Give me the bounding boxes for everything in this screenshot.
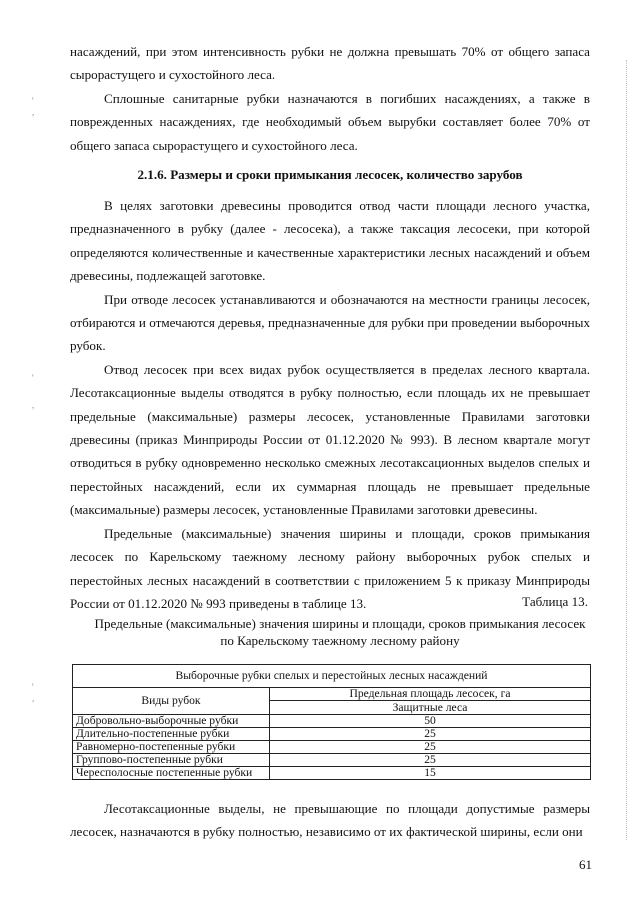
table-row — [73, 754, 591, 767]
paragraph: Лесотаксационные выделы, не превышающие по площади допустимые размеры лесосек, назначаются в рубку полностью, независимо от их фактической ширины, если они — [70, 801, 590, 840]
main-text-block — [70, 194, 590, 615]
row-type-cell: Группово-постепенные рубки — [73, 754, 270, 767]
paragraph: При отводе лесосек устанавливаются и обозначаются на местности границы лесосек, отбираются и отмечаются деревья, предназначенные для рубки при проведении выборочных рубок. — [70, 291, 590, 354]
paragraph: В целях заготовки древесины проводится отвод части площади лесного участка, предназначенного в рубку (далее - лесосека), а также таксация лесосеки, при которой определяются количественные и качественные характеристики лесных насаждений и объем древесины, подлежащей заготовке. — [70, 198, 590, 284]
paragraph: Сплошные санитарные рубки назначаются в погибших насаждениях, а также в поврежденных насаждениях, где необходимый объем вырубки составляет более 70% от общего запаса сырорастущего и сухостойного леса. — [70, 90, 590, 153]
row-value-cell: 50 — [270, 715, 591, 728]
row-value-cell: 15 — [270, 767, 591, 780]
section-heading: 2.1.6. Размеры и сроки примыкания лесосек, количество зарубов — [137, 167, 523, 182]
margin-tick-mark: ' — [32, 682, 34, 692]
row-type-cell: Длительно-постепенные рубки — [73, 728, 270, 741]
column-header-area: Предельная площадь лесосек, га — [270, 688, 591, 701]
table-group-header: Выборочные рубки спелых и перестойных лесных насаждений — [73, 665, 591, 688]
row-value-cell: 25 — [270, 754, 591, 767]
page-number: 61 — [579, 857, 592, 872]
margin-tick-mark: ' — [32, 373, 34, 383]
paragraph: Предельные (максимальные) значения ширины и площади, сроков примыкания лесосек по Карельскому таежному лесному району выборочных рубок спелых и перестойных лесных насаждений в соответствии с приложением 5 к приказу Минприроды России от 01.12.2020 № 993 приведены в таблице 13. — [70, 525, 590, 611]
margin-tick-mark: , — [32, 693, 35, 703]
margin-tick-mark: , — [32, 107, 35, 117]
margin-tick-mark: , — [32, 400, 35, 410]
table-label: Таблица 13. — [522, 594, 588, 609]
cutting-limits-table — [72, 664, 591, 780]
margin-tick-mark: ' — [32, 96, 34, 106]
table-row — [73, 741, 591, 754]
scan-edge-line — [626, 60, 627, 840]
table-caption-line: по Карельскому таежному лесному району — [220, 633, 460, 648]
table-row — [73, 728, 591, 741]
bottom-text-block — [70, 797, 590, 844]
column-header-forest: Защитные леса — [270, 701, 591, 715]
top-text-block — [70, 40, 590, 157]
column-header-type: Виды рубок — [73, 688, 270, 715]
table-caption-line: Предельные (максимальные) значения ширины и площади, сроков примыкания лесосек — [94, 616, 586, 631]
table-row — [73, 715, 591, 728]
table-row — [73, 767, 591, 780]
row-type-cell: Равномерно-постепенные рубки — [73, 741, 270, 754]
row-value-cell: 25 — [270, 728, 591, 741]
table-caption — [70, 615, 610, 649]
row-type-cell: Добровольно-выборочные рубки — [73, 715, 270, 728]
paragraph: Отвод лесосек при всех видах рубок осуществляется в пределах лесного квартала. Лесотаксационные выделы отводятся в рубку полностью, если площадь их не превышает предельные (максимальные) размеры лесосек, установленные Правилами заготовки древесины (приказ Минприроды России от 01.12.2020 № 993). В лесном квартале могут отводиться в рубку одновременно несколько смежных лесотаксационных выделов спелых и перестойных насаждений, если их суммарная площадь не превышает предельные (максимальные) размеры лесосек, установленные Правилами заготовки древесины. — [70, 361, 590, 518]
paragraph: насаждений, при этом интенсивность рубки не должна превышать 70% от общего запаса сырорастущего и сухостойного леса. — [70, 44, 590, 83]
row-value-cell: 25 — [270, 741, 591, 754]
row-type-cell: Чересполосные постепенные рубки — [73, 767, 270, 780]
